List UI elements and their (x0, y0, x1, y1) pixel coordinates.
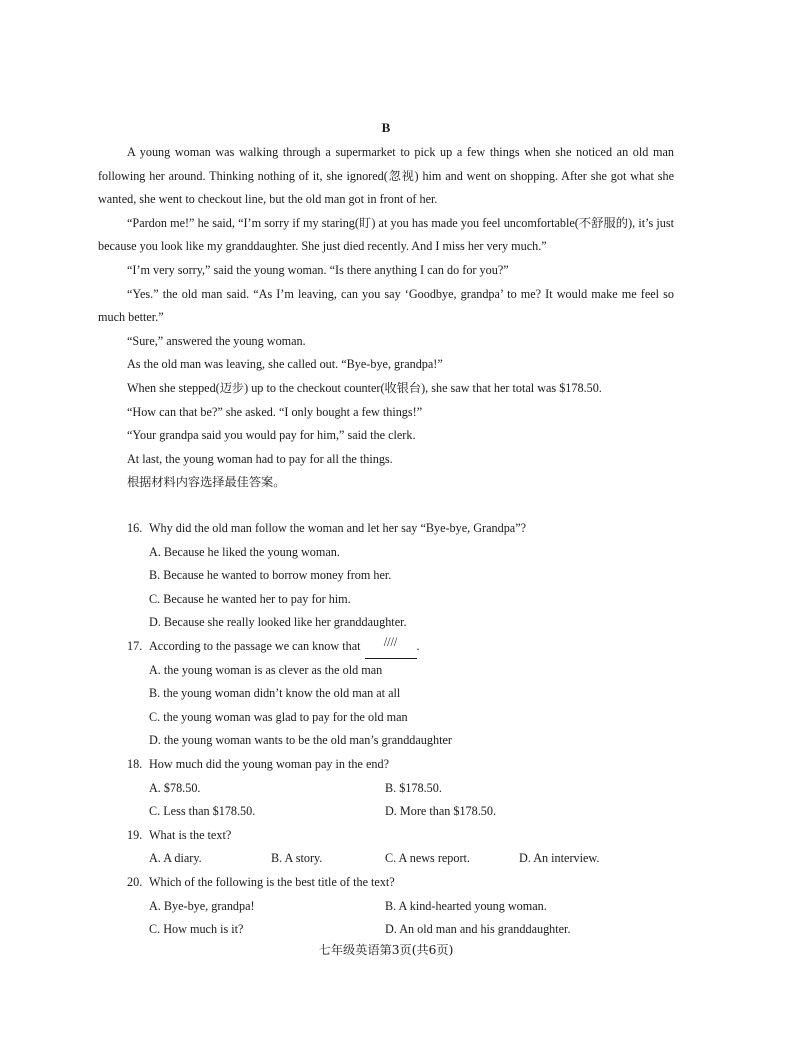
option-a[interactable]: A. the young woman is as clever as the old man (149, 662, 383, 677)
passage-paragraph: At last, the young woman had to pay for all the things. (127, 451, 393, 466)
option-a[interactable]: A. Because he liked the young woman. (149, 544, 340, 559)
page-footer: 七年级英语第3页(共6页) (318, 943, 454, 957)
passage-paragraph: “Your grandpa said you would pay for him,” said the clerk. (127, 428, 416, 443)
option-c[interactable]: C. How much is it? (149, 922, 244, 937)
option-list (127, 895, 687, 942)
option-b[interactable]: B. A kind-hearted young woman. (385, 898, 547, 913)
question-end-punctuation: . (416, 638, 420, 653)
passage-paragraph: “Sure,” answered the young woman. (127, 333, 306, 348)
question-18 (127, 753, 687, 824)
option-a[interactable]: A. Bye-bye, grandpa! (149, 898, 255, 913)
option-list (127, 777, 687, 824)
question-19 (127, 824, 687, 871)
option-c[interactable]: C. the young woman was glad to pay for the old man (149, 709, 408, 724)
option-a[interactable]: A. A diary. (149, 851, 202, 866)
question-list (127, 517, 687, 942)
section-label: B (381, 120, 391, 135)
option-d[interactable]: D. the young woman wants to be the old man’s granddaughter (149, 733, 452, 748)
question-number: 16. (127, 521, 143, 535)
passage-paragraph: As the old man was leaving, she called out. “Bye-bye, grandpa!” (127, 357, 443, 372)
option-d[interactable]: D. More than $178.50. (385, 804, 497, 819)
option-c[interactable]: C. Less than $178.50. (149, 804, 256, 819)
question-20 (127, 871, 687, 942)
question-stem (127, 824, 687, 848)
option-a[interactable]: A. $78.50. (149, 780, 201, 795)
passage-paragraph: “I’m very sorry,” said the young woman. “Is there anything I can do for you?” (127, 262, 509, 277)
question-stem (127, 871, 687, 895)
passage-paragraph: “Yes.” the old man said. “As I’m leaving, can you say ‘Goodbye, grandpa’ to me? It would make me feel so much better.” (98, 286, 674, 325)
question-text: How much did the young woman pay in the end? (149, 756, 389, 771)
option-b[interactable]: B. Because he wanted to borrow money from her. (149, 568, 392, 583)
option-b[interactable]: B. A story. (271, 851, 323, 866)
question-text: Which of the following is the best title of the text? (149, 874, 395, 889)
question-17 (127, 635, 687, 753)
option-b[interactable]: B. the young woman didn’t know the old man at all (149, 686, 401, 701)
option-list (127, 847, 687, 871)
instruction-text: 根据材料内容选择最佳答案。 (127, 475, 286, 490)
passage-paragraph: “Pardon me!” he said, “I’m sorry if my staring(盯) at you has made you feel uncomfortable(不舒服的), it’s just because you look like my granddaughter. She just died recently. And I miss her very much.” (98, 215, 674, 254)
answer-blank[interactable]: //// (365, 635, 417, 659)
question-number: 20. (127, 874, 143, 889)
option-list (127, 541, 687, 635)
passage-paragraph: “How can that be?” she asked. “I only bought a few things!” (127, 404, 423, 419)
question-text: What is the text? (149, 827, 232, 842)
question-stem (127, 517, 687, 541)
option-d[interactable]: D. An interview. (519, 851, 600, 866)
question-number: 19. (127, 827, 143, 842)
question-16 (127, 517, 687, 635)
question-text: Why did the old man follow the woman and let her say “Bye-bye, Grandpa”? (149, 521, 527, 535)
reading-passage (98, 141, 674, 495)
question-number: 18. (127, 756, 143, 771)
option-list (127, 659, 687, 753)
question-text: According to the passage we can know that (149, 638, 361, 653)
option-b[interactable]: B. $178.50. (385, 780, 442, 795)
option-c[interactable]: C. Because he wanted her to pay for him. (149, 591, 351, 606)
question-stem (127, 753, 687, 777)
option-d[interactable]: D. An old man and his granddaughter. (385, 922, 571, 937)
question-stem (127, 635, 687, 659)
option-c[interactable]: C. A news report. (385, 851, 470, 866)
passage-paragraph: A young woman was walking through a supermarket to pick up a few things when she noticed an old man following her around. Thinking nothing of it, she ignored(忽视) him and went on shopping. After she got what she wanted, she went to checkout line, but the old man got in front of her. (98, 145, 674, 207)
question-number: 17. (127, 638, 143, 653)
option-d[interactable]: D. Because she really looked like her granddaughter. (149, 615, 407, 630)
passage-paragraph: When she stepped(迈步) up to the checkout counter(收银台), she saw that her total was $178.50. (127, 380, 602, 395)
